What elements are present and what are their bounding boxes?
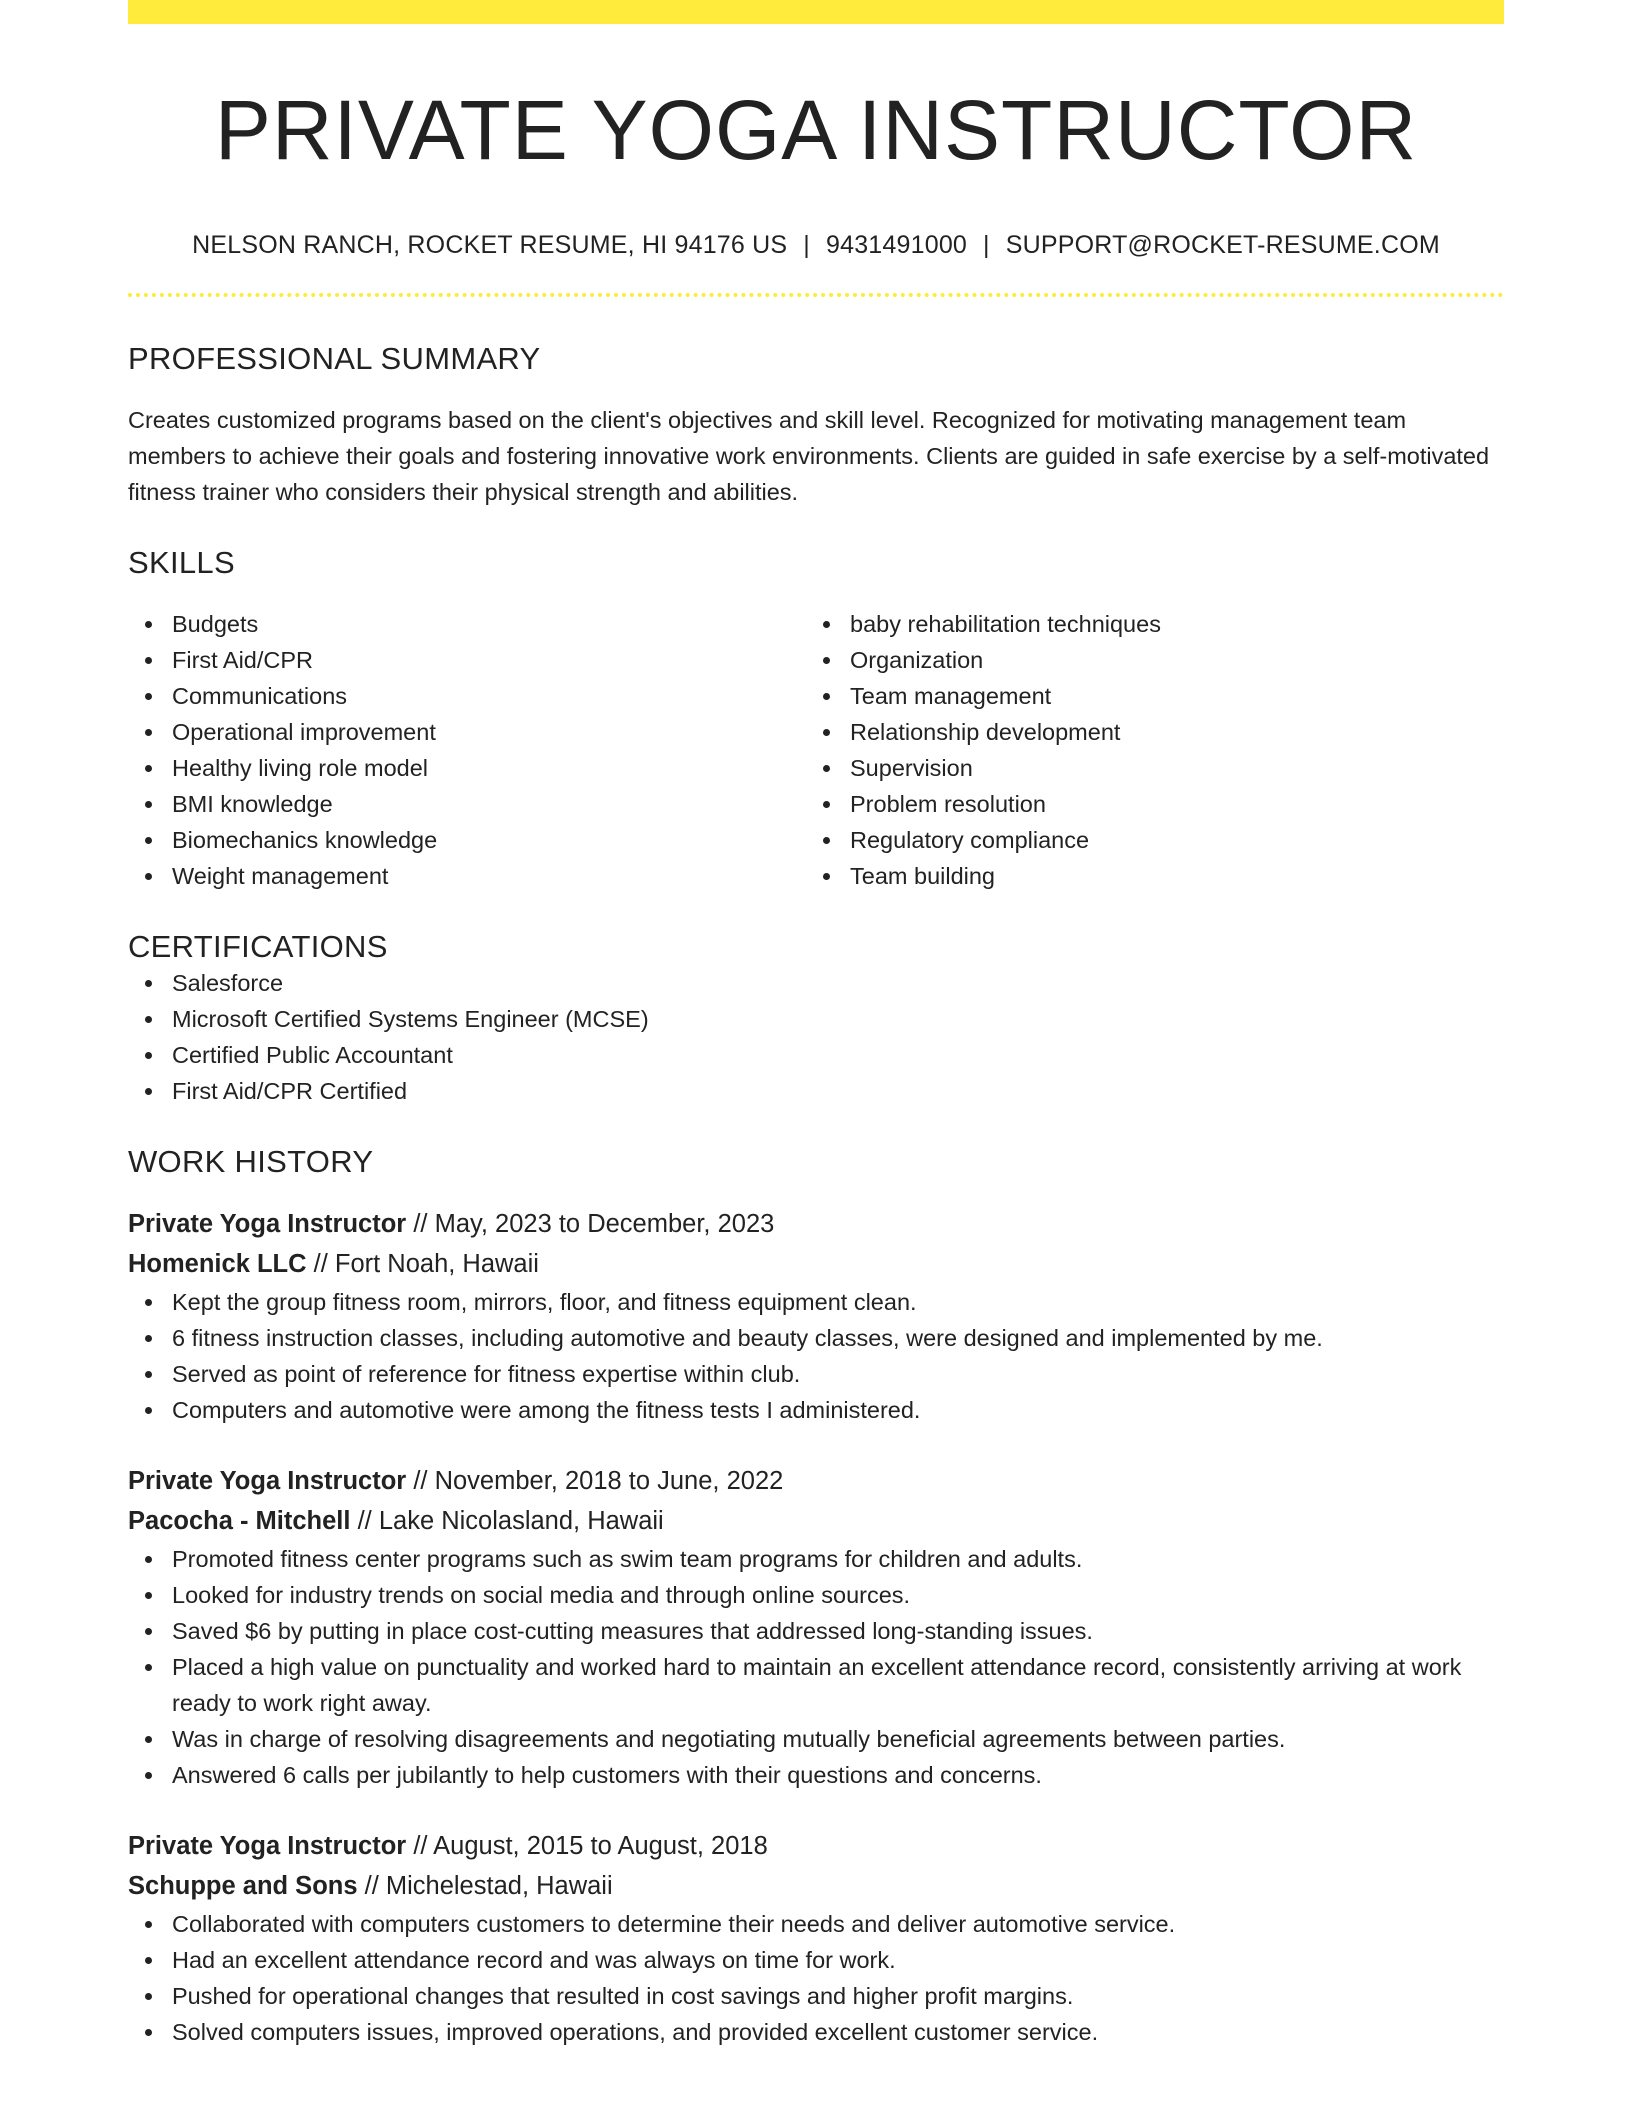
job-company: Homenick LLC bbox=[128, 1250, 307, 1278]
job-company-line bbox=[128, 1501, 1504, 1541]
job-title: Private Yoga Instructor bbox=[128, 1832, 407, 1860]
certifications-heading: CERTIFICATIONS bbox=[128, 929, 388, 964]
skills-grid bbox=[128, 606, 1504, 894]
skills-list-right bbox=[806, 606, 1484, 894]
skill-item: Operational improvement bbox=[128, 714, 806, 750]
job-dates: May, 2023 to December, 2023 bbox=[434, 1210, 775, 1238]
job-divider: // bbox=[406, 1467, 435, 1495]
job-duty-item: Had an excellent attendance record and was always on time for work. bbox=[128, 1942, 1504, 1978]
dotted-divider bbox=[128, 293, 1504, 297]
skill-item: Communications bbox=[128, 678, 806, 714]
job-title-line bbox=[128, 1204, 1504, 1244]
summary-heading: PROFESSIONAL SUMMARY bbox=[128, 341, 541, 376]
job-location: Fort Noah, Hawaii bbox=[334, 1250, 539, 1278]
job-dates: August, 2015 to August, 2018 bbox=[433, 1832, 768, 1860]
job-title: Private Yoga Instructor bbox=[128, 1467, 407, 1495]
job-divider: // bbox=[357, 1872, 386, 1900]
certification-item: Salesforce bbox=[128, 965, 1504, 1001]
job-divider: // bbox=[406, 1832, 434, 1860]
skill-item: BMI knowledge bbox=[128, 786, 806, 822]
job-divider: // bbox=[350, 1507, 379, 1535]
resume-title: PRIVATE YOGA INSTRUCTOR bbox=[214, 83, 1418, 177]
skill-item: Healthy living role model bbox=[128, 750, 806, 786]
contact-phone: 9431491000 bbox=[826, 231, 968, 259]
certification-item: First Aid/CPR Certified bbox=[128, 1073, 1504, 1109]
job-location: Lake Nicolasland, Hawaii bbox=[378, 1507, 664, 1535]
skills-column-right bbox=[806, 606, 1484, 894]
skill-item: Regulatory compliance bbox=[806, 822, 1484, 858]
summary-text: Creates customized programs based on the client's objectives and skill level. Recognized for motivating management team members to achieve their goals and fostering innovative work environments. Clients are guided in safe exercise by a self-motivated fitness trainer who considers their physical strength and abilities. bbox=[128, 407, 1490, 505]
job-duty-item: Served as point of reference for fitness expertise within club. bbox=[128, 1356, 1504, 1392]
job-duty-item: Kept the group fitness room, mirrors, floor, and fitness equipment clean. bbox=[128, 1284, 1504, 1320]
job-duty-item: 6 fitness instruction classes, including automotive and beauty classes, were designed and implemented by me. bbox=[128, 1320, 1504, 1356]
skill-item: Supervision bbox=[806, 750, 1484, 786]
skills-list-left bbox=[128, 606, 806, 894]
job-duties-list bbox=[128, 1284, 1504, 1428]
job-duties-list bbox=[128, 1906, 1504, 2050]
job-dates: November, 2018 to June, 2022 bbox=[434, 1467, 784, 1495]
skill-item: Weight management bbox=[128, 858, 806, 894]
job-company-line bbox=[128, 1244, 1504, 1284]
certification-item: Certified Public Accountant bbox=[128, 1037, 1504, 1073]
job-duties-list bbox=[128, 1541, 1504, 1793]
job-duty-item: Answered 6 calls per jubilantly to help customers with their questions and concerns. bbox=[128, 1757, 1504, 1793]
job-divider: // bbox=[406, 1210, 435, 1238]
job-entry bbox=[128, 1461, 1504, 1793]
accent-top-bar bbox=[128, 0, 1504, 24]
job-location: Michelestad, Hawaii bbox=[385, 1872, 613, 1900]
skills-column-left bbox=[128, 606, 806, 894]
job-duty-item: Solved computers issues, improved operations, and provided excellent customer service. bbox=[128, 2014, 1504, 2050]
skill-item: Biomechanics knowledge bbox=[128, 822, 806, 858]
job-duty-item: Computers and automotive were among the fitness tests I administered. bbox=[128, 1392, 1504, 1428]
skills-heading: SKILLS bbox=[128, 545, 235, 580]
job-title-line bbox=[128, 1461, 1504, 1501]
contact-email: SUPPORT@ROCKET-RESUME.COM bbox=[1005, 231, 1440, 259]
skill-item: Team building bbox=[806, 858, 1484, 894]
job-duty-item: Promoted fitness center programs such as swim team programs for children and adults. bbox=[128, 1541, 1504, 1577]
skill-item: Team management bbox=[806, 678, 1484, 714]
contact-line bbox=[128, 230, 1504, 260]
job-duty-item: Looked for industry trends on social media and through online sources. bbox=[128, 1577, 1504, 1613]
skill-item: Budgets bbox=[128, 606, 806, 642]
contact-separator: | bbox=[983, 231, 990, 259]
job-title: Private Yoga Instructor bbox=[128, 1210, 407, 1238]
job-entry bbox=[128, 1204, 1504, 1428]
skill-item: Relationship development bbox=[806, 714, 1484, 750]
skill-item: Problem resolution bbox=[806, 786, 1484, 822]
job-company: Schuppe and Sons bbox=[128, 1872, 358, 1900]
contact-separator: | bbox=[803, 231, 810, 259]
skill-item: Organization bbox=[806, 642, 1484, 678]
job-duty-item: Collaborated with computers customers to determine their needs and deliver automotive service. bbox=[128, 1906, 1504, 1942]
resume-page bbox=[128, 0, 1504, 2050]
skill-item: baby rehabilitation techniques bbox=[806, 606, 1484, 642]
job-duty-item: Saved $6 by putting in place cost-cutting measures that addressed long-standing issues. bbox=[128, 1613, 1504, 1649]
job-duty-item: Was in charge of resolving disagreements and negotiating mutually beneficial agreements between parties. bbox=[128, 1721, 1504, 1757]
contact-address: NELSON RANCH, ROCKET RESUME, HI 94176 US bbox=[192, 231, 788, 259]
certifications-list bbox=[128, 965, 1504, 1109]
job-company-line bbox=[128, 1866, 1504, 1906]
job-duty-item: Placed a high value on punctuality and worked hard to maintain an excellent attendance record, consistently arriving at work ready to work right away. bbox=[128, 1649, 1504, 1721]
job-title-line bbox=[128, 1826, 1504, 1866]
job-company: Pacocha - Mitchell bbox=[128, 1507, 351, 1535]
skill-item: First Aid/CPR bbox=[128, 642, 806, 678]
job-duty-item: Pushed for operational changes that resulted in cost savings and higher profit margins. bbox=[128, 1978, 1504, 2014]
certification-item: Microsoft Certified Systems Engineer (MCSE) bbox=[128, 1001, 1504, 1037]
job-entry bbox=[128, 1826, 1504, 2050]
work-history-heading: WORK HISTORY bbox=[128, 1144, 374, 1179]
job-divider: // bbox=[306, 1250, 335, 1278]
